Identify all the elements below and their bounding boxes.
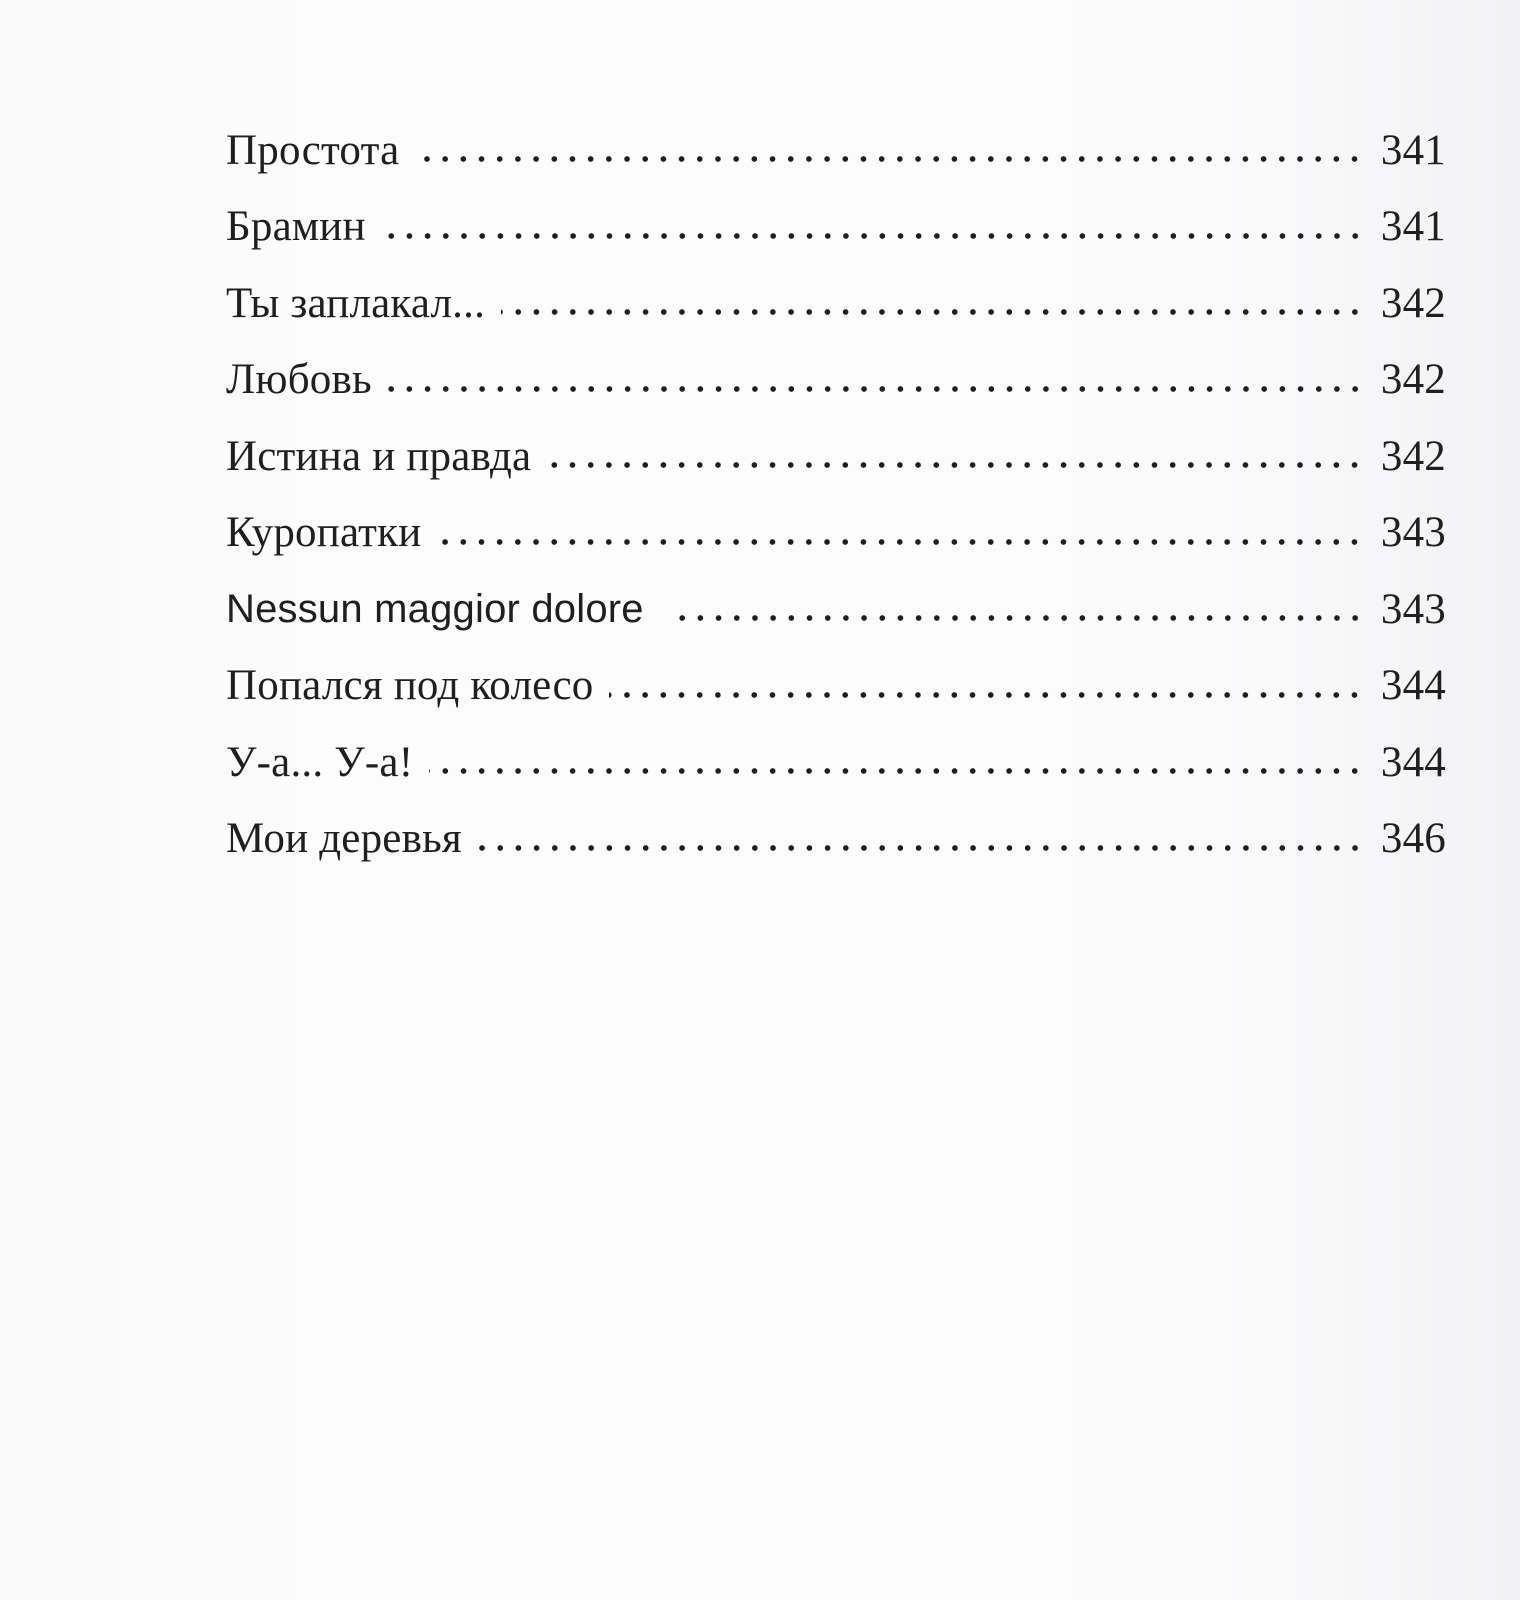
toc-entry	[226, 495, 1446, 572]
toc-entry-page-number: 344	[1380, 662, 1446, 710]
toc-entry-title: Куропатки	[226, 509, 422, 557]
dot-leader	[547, 462, 1364, 468]
toc-entry-title: Ты заплакал...	[226, 279, 486, 327]
toc-entry	[226, 724, 1446, 801]
dot-leader	[609, 692, 1364, 698]
toc-entry-page-number: 342	[1380, 432, 1446, 480]
toc-entry-page-number: 343	[1380, 585, 1446, 633]
toc-entry-page-number: 341	[1380, 126, 1446, 174]
toc-entry-title: Истина и правда	[226, 432, 532, 480]
toc-entry-title: Попался под колесо	[226, 662, 594, 710]
table-of-contents	[226, 112, 1446, 877]
toc-entry-title: Брамин	[226, 203, 366, 251]
toc-entry-title: У-а... У-а!	[226, 738, 414, 786]
toc-entry	[226, 571, 1446, 648]
toc-entry	[226, 418, 1446, 495]
dot-leader	[674, 615, 1364, 621]
toc-entry-page-number: 341	[1380, 203, 1446, 251]
toc-entry-page-number: 342	[1380, 356, 1446, 404]
toc-entry-page-number: 346	[1380, 815, 1446, 863]
toc-entry	[226, 265, 1446, 342]
toc-entry-page-number: 343	[1380, 509, 1446, 557]
dot-leader	[415, 156, 1364, 162]
toc-entry	[226, 189, 1446, 266]
dot-leader	[382, 233, 1364, 239]
toc-entry-title: Мои деревья	[226, 815, 462, 863]
toc-entry	[226, 112, 1446, 189]
dot-leader	[437, 539, 1364, 545]
toc-entry	[226, 801, 1446, 878]
toc-entry-page-number: 344	[1380, 738, 1446, 786]
dot-leader	[501, 309, 1364, 315]
dot-leader	[429, 768, 1364, 774]
toc-entry-title: Nessun maggior dolore	[226, 586, 644, 631]
dot-leader	[388, 386, 1364, 392]
toc-entry	[226, 648, 1446, 725]
toc-entry-title: Простота	[226, 126, 400, 174]
toc-entry-page-number: 342	[1380, 279, 1446, 327]
dot-leader	[478, 845, 1364, 851]
toc-entry-title: Любовь	[226, 356, 372, 404]
toc-entry	[226, 342, 1446, 419]
